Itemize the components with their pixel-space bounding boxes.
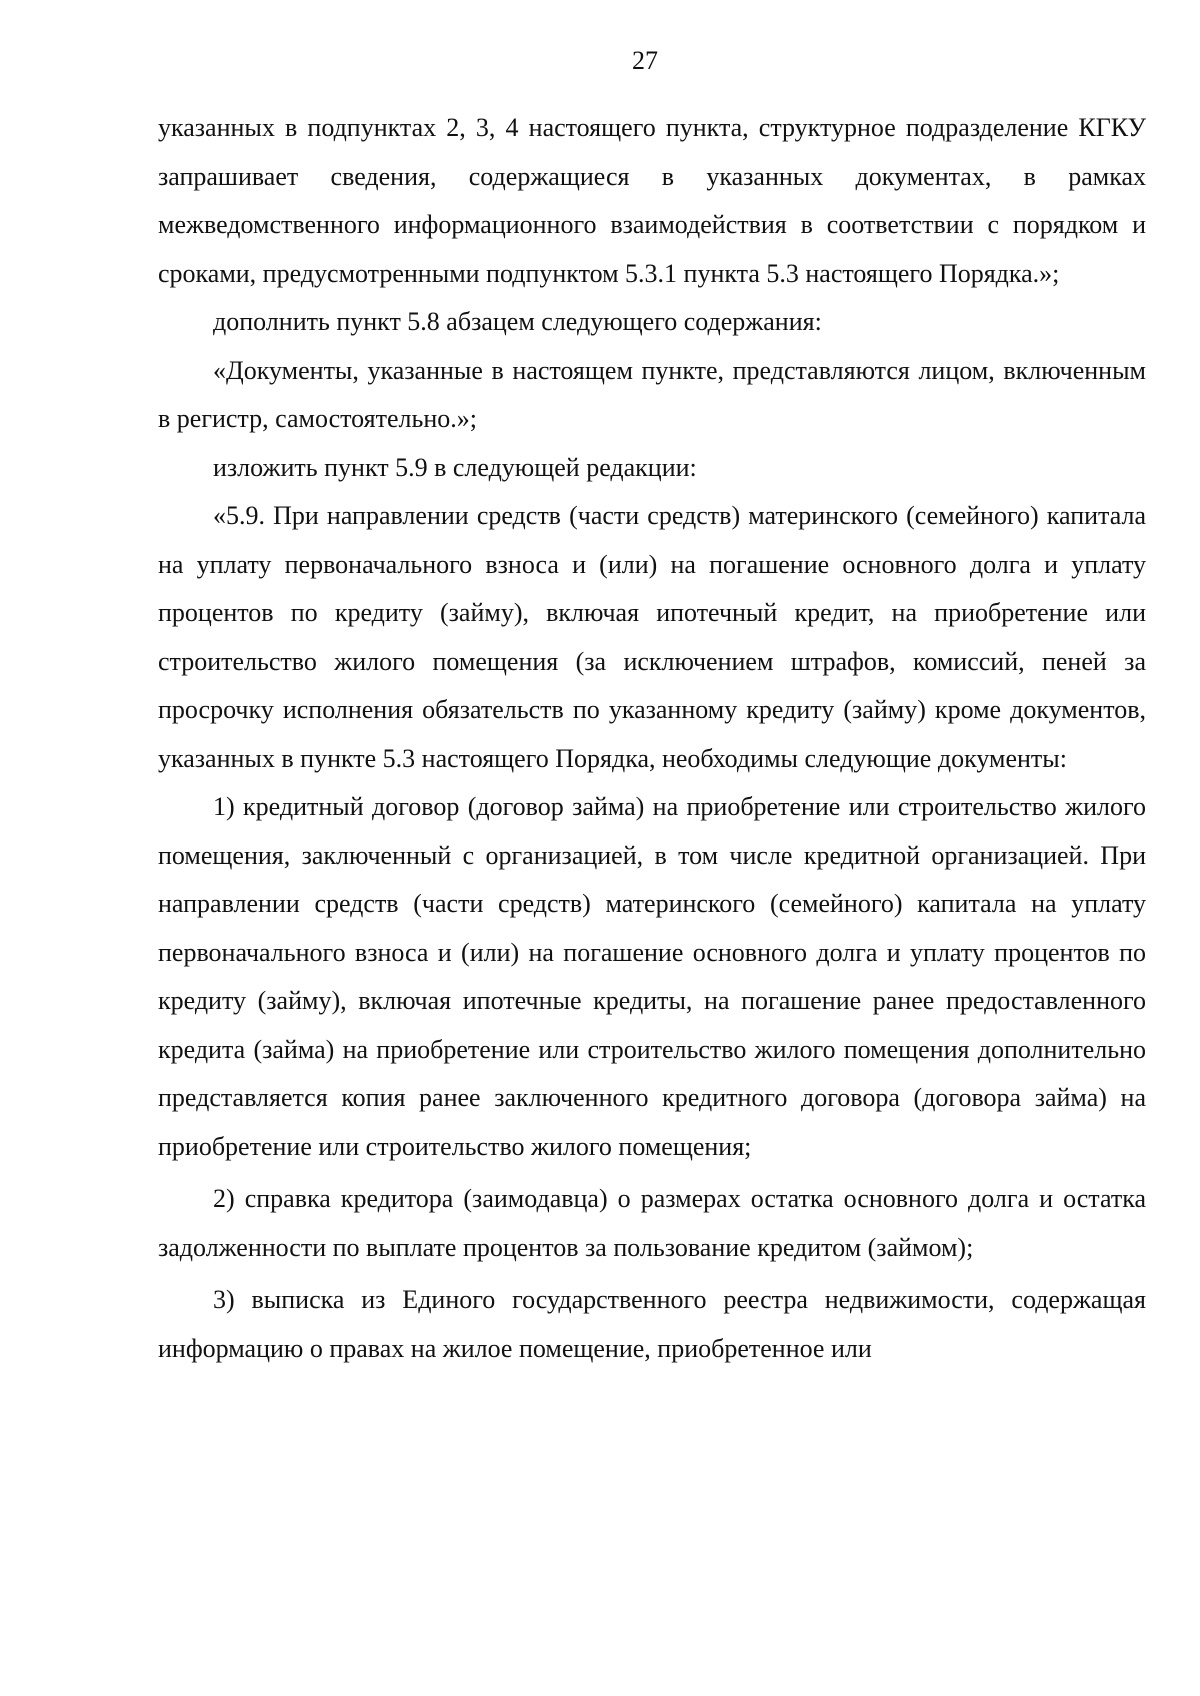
list-item-1: 1) кредитный договор (договор займа) на приобретение или строительство жилого помещения, заключенный с организацией, в том числе кредитной организацией. При направлении средств (части средств) материнского (семейного) капитала на уплату первоначального взноса и (или) на погашение основного долга и уплату процентов по кредиту (займу), включая ипотечные кредиты, на погашение ранее предоставленного кредита (займа) на приобретение или строительство жилого помещения дополнительно представляется копия ранее заключенного кредитного договора (договора займа) на приобретение или строительство жилого помещения; (158, 792, 1146, 1161)
paragraph-amend-5-9: изложить пункт 5.9 в следующей редакции: (213, 452, 697, 482)
paragraph-quote-5-8: «Документы, указанные в настоящем пункте, представляются лицом, включенным в регистр, самостоятельно.»; (158, 355, 1146, 433)
document-body (158, 104, 1146, 1373)
list-item-3: 3) выписка из Единого государственного реестра недвижимости, содержащая информацию о правах на жилое помещение, приобретенное или (158, 1285, 1146, 1363)
list-item-2: 2) справка кредитора (заимодавца) о размерах остатка основного долга и остатка задолженности по выплате процентов за пользование кредитом (займом); (158, 1184, 1146, 1262)
page-number: 27 (632, 46, 658, 75)
paragraph-amend-5-8: дополнить пункт 5.8 абзацем следующего содержания: (213, 307, 822, 336)
paragraph-continuation: указанных в подпунктах 2, 3, 4 настоящего пункта, структурное подразделение КГКУ запрашивает сведения, содержащиеся в указанных документах, в рамках межведомственного информационного взаимодействия в соответствии с порядком и сроками, предусмотренными подпунктом 5.3.1 пункта 5.3 настоящего Порядка.»; (158, 113, 1146, 288)
paragraph-point-5-9: «5.9. При направлении средств (части средств) материнского (семейного) капитала на уплату первоначального взноса и (или) на погашение основного долга и уплату процентов по кредиту (займу), включая ипотечный кредит, на приобретение или строительство жилого помещения (за исключением штрафов, комиссий, пеней за просрочку исполнения обязательств по указанному кредиту (займу) кроме документов, указанных в пункте 5.3 настоящего Порядка, необходимы следующие документы: (158, 501, 1146, 773)
